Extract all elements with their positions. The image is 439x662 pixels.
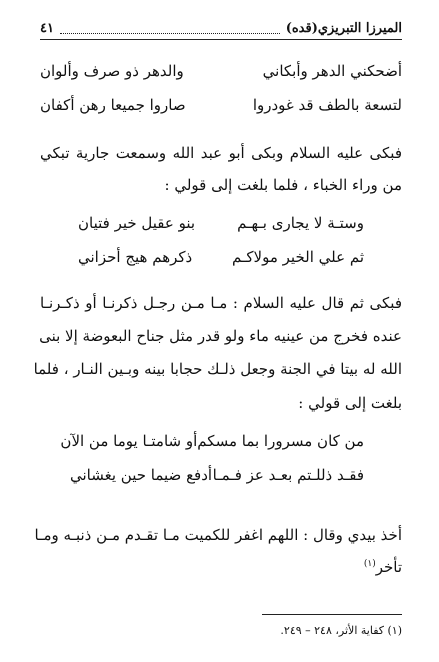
verse-second-hemistich: أدفع ضيما حين يغشاني (70, 466, 213, 484)
paragraph-line: أخذ بيدي وقال : اللهم اغفر للكميت مـا تقـدم مـن ذنبـه ومـا (34, 526, 402, 544)
verse-first-hemistich: من كان مسرورا بما مسكم (197, 432, 364, 450)
verse-second-hemistich: والدهر ذو صرف وألوان (40, 62, 184, 80)
verse-second-hemistich: بنو عقيل خير فتيان (78, 214, 196, 232)
verse-first-hemistich: وستـة لا يجارى بـهـم (237, 214, 364, 232)
page-number: ٤١ (40, 20, 54, 36)
verse-first-hemistich: فقـد ذللـتم بعـد عز فـمـا (212, 466, 364, 484)
verse-second-hemistich: ذكرهم هيج أحزاني (78, 248, 193, 266)
footnote-marker: (١) (363, 559, 376, 569)
running-title: الميرزا التبريزي(قده) (285, 20, 402, 36)
paragraph-line-last (40, 558, 402, 576)
paragraph-line: فبكى عليه السلام وبكى أبو عبد الله وسمعت جارية تبكي (40, 144, 402, 162)
paragraph-line: من وراء الخباء ، فلما بلغت إلى قولي : (164, 176, 402, 194)
verse-line (40, 96, 402, 114)
paragraph-text: تأخر (375, 558, 402, 576)
header-rule (40, 39, 402, 40)
paragraph-line: عنده فخرج من عينيه ماء ولو قدر مثل جناح البعوضة إلا بنى (39, 327, 402, 345)
verse-first-hemistich: ثم علي الخير مولاكـم (232, 248, 364, 266)
footnote: (١) كفاية الأثر، ٢٤٨ – ٢٤٩. (280, 624, 402, 637)
paragraph-line: بلغت إلى قولي : (298, 394, 402, 412)
footnote-rule (262, 614, 402, 615)
verse-line (70, 466, 364, 484)
verse-line (60, 432, 364, 450)
verse-line (78, 214, 364, 232)
verse-first-hemistich: لتسعة بالطف قد غودروا (252, 96, 402, 114)
paragraph-line: الله له بيتا في الجنة وجعل ذلـك حجابا بينه وبـين النـار ، فلما (33, 360, 402, 378)
running-header (40, 18, 402, 38)
verse-first-hemistich: أضحكني الدهر وأبكاني (262, 62, 402, 80)
paragraph-line: فبكى ثم قال عليه السلام : مـا مـن رجـل ذكرنـا أو ذكـرنـا (40, 294, 402, 312)
verse-second-hemistich: أو شامتـا يوما من الآن (60, 432, 198, 450)
header-dot-leader (60, 23, 280, 34)
verse-line (40, 62, 402, 80)
verse-second-hemistich: صاروا جميعا رهن أكفان (40, 96, 186, 114)
verse-line (78, 248, 364, 266)
